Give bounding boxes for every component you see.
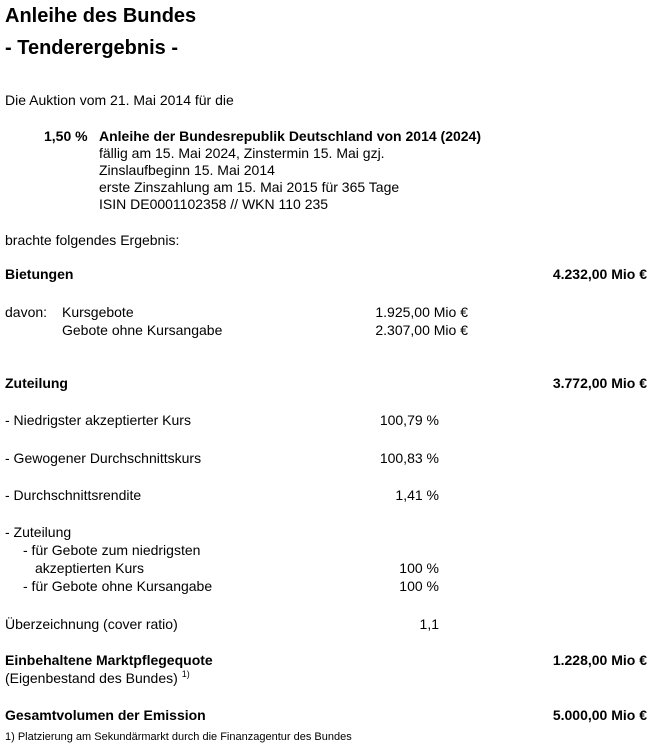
allotment-pct-value: 100 % xyxy=(399,560,439,576)
bid-row-label: Gebote ohne Kursangabe xyxy=(62,322,223,338)
total-volume-label: Gesamtvolumen der Emission xyxy=(5,707,206,723)
retention-value: 1.228,00 Mio € xyxy=(552,652,647,668)
bond-detail: fällig am 15. Mai 2024, Zinstermin 15. Mai gzj. xyxy=(99,145,385,161)
allotment-pct-line: akzeptierten Kurs xyxy=(35,560,144,576)
davon-label: davon: xyxy=(5,304,48,320)
stat-label: - Gewogener Durchschnittskurs xyxy=(5,450,202,466)
stat-value: 100,83 % xyxy=(379,450,439,466)
stat-label: - Niedrigster akzeptierter Kurs xyxy=(5,412,191,428)
allotment-pct-line: - für Gebote zum niedrigsten xyxy=(23,542,201,558)
allotment-pct-heading: - Zuteilung xyxy=(5,524,72,540)
bond-detail: ISIN DE0001102358 // WKN 110 235 xyxy=(99,196,329,212)
total-volume-value: 5.000,00 Mio € xyxy=(552,707,647,723)
allotment-pct-line: - für Gebote ohne Kursangabe xyxy=(23,578,213,594)
cover-label: Überzeichnung (cover ratio) xyxy=(5,616,178,632)
retention-label: Einbehaltene Marktpflegequote xyxy=(5,652,213,668)
stat-value: 100,79 % xyxy=(379,412,439,428)
bond-name: Anleihe der Bundesrepublik Deutschland von 2014 (2024) xyxy=(99,128,481,144)
bids-label: Bietungen xyxy=(5,266,74,282)
bids-total: 4.232,00 Mio € xyxy=(552,266,647,282)
footnote-marker: 1) xyxy=(181,669,190,679)
stat-label: - Durchschnittsrendite xyxy=(5,487,142,503)
allotment-label: Zuteilung xyxy=(5,375,68,391)
retention-sublabel-text: (Eigenbestand des Bundes) xyxy=(5,670,178,686)
bond-detail: Zinslaufbeginn 15. Mai 2014 xyxy=(99,162,275,178)
allotment-pct-value: 100 % xyxy=(399,578,439,594)
stat-value: 1,41 % xyxy=(395,487,439,503)
result-intro: brachte folgendes Ergebnis: xyxy=(5,232,180,248)
intro-text: Die Auktion vom 21. Mai 2014 für die xyxy=(5,92,234,108)
title-line-1: Anleihe des Bundes xyxy=(5,5,197,27)
footnote: 1) Platzierung am Sekundärmarkt durch die Finanzagentur des Bundes xyxy=(5,731,352,743)
bid-row-value: 2.307,00 Mio € xyxy=(375,322,468,338)
bid-row-value: 1.925,00 Mio € xyxy=(375,304,468,320)
bid-row-label: Kursgebote xyxy=(62,304,134,320)
bond-detail: erste Zinszahlung am 15. Mai 2015 für 365 Tage xyxy=(99,179,400,195)
title-line-2: - Tenderergebnis - xyxy=(5,37,178,59)
bond-rate: 1,50 % xyxy=(44,128,88,144)
allotment-total: 3.772,00 Mio € xyxy=(552,375,647,391)
cover-value: 1,1 xyxy=(419,616,439,632)
retention-sublabel xyxy=(5,670,190,689)
